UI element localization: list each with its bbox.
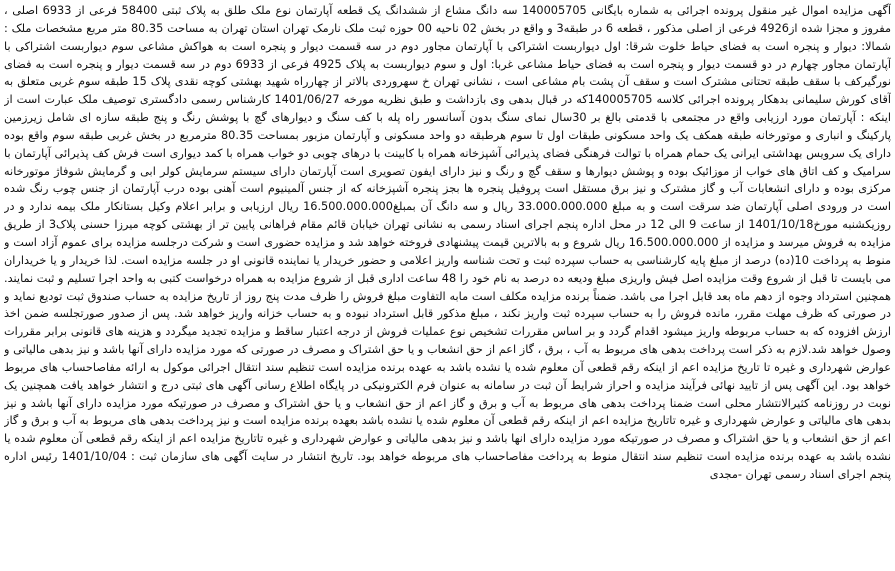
auction-notice-text: آگهی مزایده اموال غیر منقول پرونده اجرائی به شماره بایگانی 140005705 سه دانگ مشاع از ششدانگ یک قطعه آپارتمان نوع ملک طلق به پلاک ثبتی 58400 فرعی از 6933 اصلی ، مفروز و مجزا شده از4926 فرعی از اصلی مذکور ، قطعه 6 در طبقه3 و واقع در بخش 02 ناحیه 00 حوزه ثبت ملک نارمک تهران استان تهران به مساحت 80.35 متر مربع مشخصات ملک : شمالا: دیوار و پنجره است به فضای حیاط خلوت شرقا: اول دیواربست اشتراکی با آپارتمان مجاور دوم در سه قسمت دیوار و پنجره است به هواکش مشاعی سوم دیواربست اشتراکی با آپارتمان مجاور چهارم در دو قسمت دیوار و پنجره است به فضای حیاط مشاعی غربا: اول و سوم دیواربست به پلاک 4925 فرعی از 6933 دوم در سه قسمت دیوار و پنجره است به فضای نورگیرکف با سقف طبقه تحتانی مشترک است و سقف آن پشت بام مشاعی است ، نشانی تهران خ سهروردی بالاتر از چهارراه شهید بهشتی کوچه نقدی پلاک 15 طبقه سوم غربی متعلق به آقای کورش سلیمانی بدهکار پرونده اجرائی کلاسه 140005705که در قبال بدهی وی بازداشت و طبق نظریه مورخه 1401/06/27 کارشناس رسمی دادگستری توصیف ملک عبارت است از اینکه : آپارتمان مورد ارزیابی واقع در مجتمعی با قدمتی بالغ بر 30سال نمای سنگ بدون آسانسور راه پله با کف سنگ و دیوارهای گچ با پوشش رنگ و پنج طبقه سازه ای شامل زیرزمین پارکینگ و انباری و موتورخانه طبقه همکف یک واحد مسکونی طبقات اول تا سوم هرطبقه دو واحد مسکونی و آپارتمان مزبور بمساحت 80.35 مترمربع در بخش غربی طبقه سوم واقع بوده دارای یک سرویس بهداشتی ایرانی یک حمام همراه با توالت فرهنگی فضای پذیرائی آشپزخانه همراه با کابینت با درهای چوبی دو خواب همراه با کمد دیواری است فرش کف پذیرائی آپارتمان با سرامیک و کف اتاق های خواب از موزائیک بوده و پوشش دیوارها و سقف گچ و رنگ و نیز دارای ایفون تصویری است آپارتمان دارای سیستم سرمایش کولر ابی و گرمایش شوفاژ موتورخانه مرکزی بوده و دارای انشعابات آب و گاز مشترک و نیز برق مستقل است پروفیل پنجره ها بجز پنجره آشپزخانه که از جنس آلمینیوم است آهنی بوده درب آپارتمان از جنس چوب رنگ شده است در ورودی اصلی آپارتمان ضد سرقت است و به مبلغ 33.000.000.000 ریال و سه دانگ آن بمبلغ16.500.000.000 ریال ارزیابی و برابر اعلام وکیل بستانکار ملک بیمه ندارد و در روزیکشنبه مورخ1401/10/18 از ساعت 9 الی 12 در محل اداره پنجم اجرای اسناد رسمی به نشانی تهران خیابان قائم مقام فراهانی پایین تر از بهشتی کوچه میرزا حسنی پلاک3 از طریق مزایده به فروش میرسد و مزایده از 16.500.000.000 ریال شروع و به بالاترین قیمت پیشنهادی فروخته خواهد شد و مزایده حضوری است و شرکت درجلسه مزایده برای عموم آزاد است و منوط به پرداخت 10(ده) درصد از مبلغ پایه کارشناسی به حساب سپرده ثبت و تحت شناسه واریز اعلامی و حضور خریدار یا نماینده قانونی او در جلسه مزایده است. لذا خریدار و یا خریداران می بایست تا قبل از شروع وقت مزایده اصل فیش واریزی مبلغ ودیعه ده درصد به نام خود را 48 ساعت اداری قبل از شروع مزایده به همراه درخواست کتبی به واحد اجرا تسلیم و ثبت نمایند. همچنین استرداد وجوه از دهم ماه بعد قابل اجرا می باشد. ضمناً برنده مزایده مکلف است مابه التفاوت مبلغ فروش را ظرف مدت پنج روز از تاریخ مزایده به حساب صندوق ثبت تودیع نماید و در صورتی که ظرف مهلت مقرر، مانده فروش را به حساب سپرده ثبت واریز نکند ، مبلغ مذکور قابل استرداد نبوده و به حساب خزانه واریز خواهد شد. پس از صدور صورتجلسه ضمن اخذ ارزش افزوده که به حساب مربوطه واریز میشود اقدام گردد و بر اساس مقررات تشخیص نوع عملیات فروش از درجه اعتبار ساقط و مزایده تجدید میگردد و هزینه های قانونی برابر مقررات وصول خواهد شد.لازم به ذکر است پرداخت بدهی های مربوط به آب ، برق ، گاز اعم از حق انشعاب و یا حق اشتراک و مصرف در صورتی که مورد مزایده دارای آنها باشد و نیز بدهی مالیاتی و عوارض شهرداری و غیره تا تاریخ مزایده اعم از اینکه رقم قطعی آن معلوم شده یا نشده باشد به عهده برنده مزایده است تنظیم سند انتقال اجرائی موکول به ارائه مفاصاحساب های مربوط خواهد بود. این آگهی پس از تایید نهائی فرآیند مزایده و احراز شرایط آن ثبت در سامانه به عنوان فرم الکترونیکی در پایگاه اطلاع رسانی آگهی های ثبتی درج و انتشار خواهد یافت همچنین یک نوبت در روزنامه کثیرالانتشار محلی است ضمنا پرداخت بدهی های مربوط به آب و برق و گاز اعم از حق انشعاب و یا حق اشتراک و مصرف در صورتیکه مورد مزایده دارای آنها باشد و نیز بدهی های مالیاتی و عوارض شهرداری و غیره تاتاریخ مزایده اعم از اینکه رقم قطعی آن معلوم شده یا نشده باشد بعهده برنده مزایده است و نیز پرداخت بدهی های مربوط به آب و برق و گاز اعم از حق انشعاب و یا حق اشتراک و مصرف در صورتیکه مورد مزایده دارای انها باشد و نیز بدهی مالیاتی و عوارض شهرداری و غیره تاتاریخ مزایده اعم از اینکه رقم قطعی آن معلوم شده یا نشده باشد به عهده برنده مزایده است تنظیم سند انتقال منوط به پرداخت مفاصاحساب های مربوطه خواهد بود. تاریخ انتشار در سایت آگهی های سازمان ثبت : 1401/10/04 رئیس اداره پنجم اجرای اسناد رسمی تهران -مجدی xyxy=(4,4,891,481)
notice-page xyxy=(4,2,891,569)
